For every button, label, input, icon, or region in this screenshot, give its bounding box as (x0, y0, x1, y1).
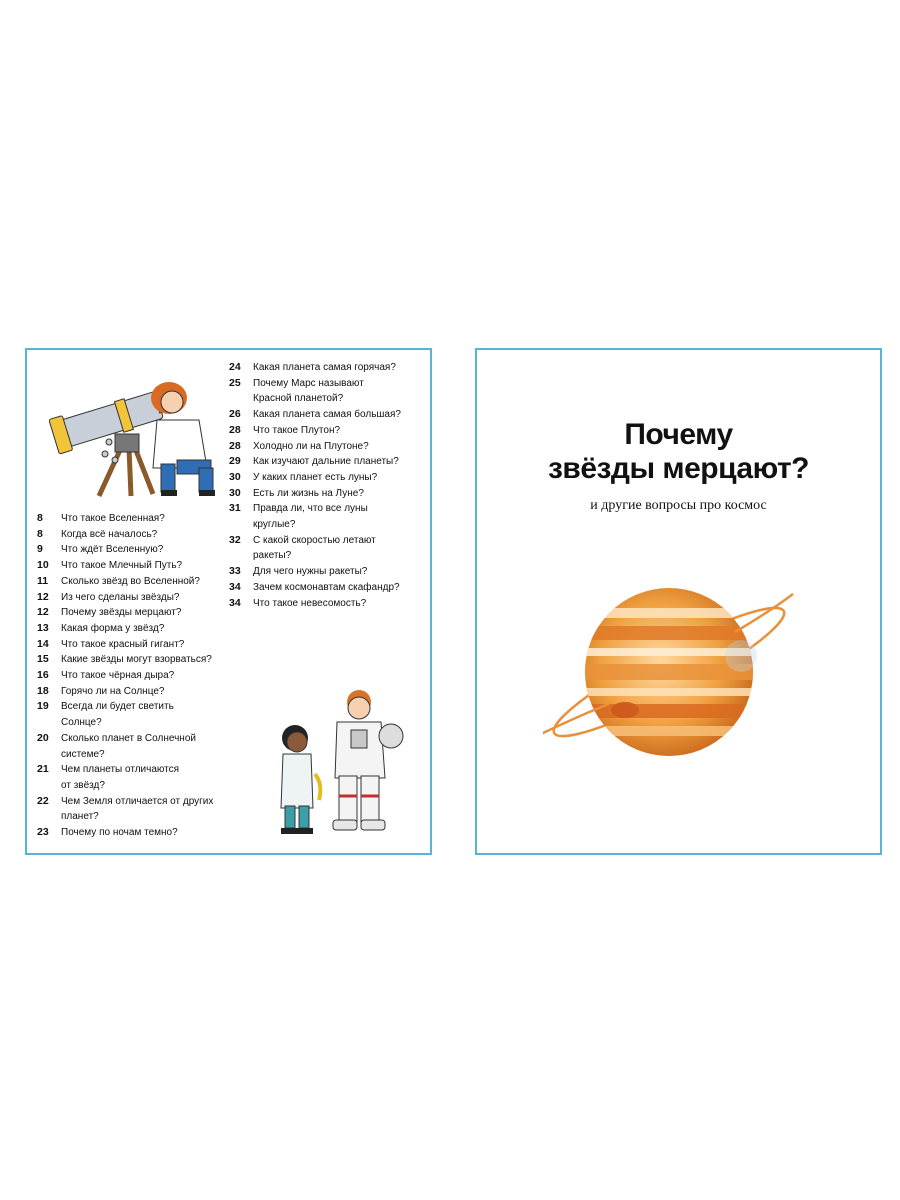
toc-page-number: 12 (37, 606, 49, 619)
toc-question: Всегда ли будет светить Солнце? (61, 701, 174, 729)
contents-column-1 (37, 511, 237, 841)
toc-entry[interactable] (37, 699, 237, 730)
toc-entry[interactable] (229, 376, 429, 407)
toc-entry[interactable] (37, 511, 237, 527)
toc-question: Из чего сделаны звёзды? (61, 591, 180, 603)
toc-entry[interactable] (229, 360, 429, 376)
toc-question: Правда ли, что все луны круглые? (253, 503, 368, 531)
toc-question: Есть ли жизнь на Луне? (253, 487, 364, 499)
book-title (477, 418, 880, 486)
toc-entry[interactable] (37, 637, 237, 653)
toc-page-number: 33 (229, 565, 241, 578)
toc-page-number: 18 (37, 684, 49, 697)
contents-column-2 (229, 360, 429, 611)
toc-question: Для чего нужны ракеты? (253, 566, 368, 578)
toc-question: Что такое Млечный Путь? (61, 560, 183, 572)
toc-entry[interactable] (37, 621, 237, 637)
toc-page-number: 12 (37, 590, 49, 603)
toc-page-number: 21 (37, 763, 49, 776)
contents-page (25, 348, 432, 855)
toc-question: Что такое чёрная дыра? (61, 670, 175, 682)
toc-entry[interactable] (229, 470, 429, 486)
toc-question: Зачем космонавтам скафандр? (253, 581, 400, 593)
toc-entry[interactable] (37, 731, 237, 762)
saturn-planet-illustration (543, 586, 803, 756)
toc-entry[interactable] (229, 580, 429, 596)
toc-entry[interactable] (37, 794, 237, 825)
toc-question: Какие звёзды могут взорваться? (61, 654, 212, 666)
toc-page-number: 34 (229, 596, 241, 609)
toc-question: Какая планета самая большая? (253, 409, 401, 421)
toc-question: С какой скоростью летают ракеты? (253, 534, 376, 562)
toc-question: Горячо ли на Солнце? (61, 685, 165, 697)
toc-question: Что такое красный гигант? (61, 638, 185, 650)
toc-page-number: 28 (229, 423, 241, 436)
toc-page-number: 13 (37, 621, 49, 634)
toc-entry[interactable] (37, 762, 237, 793)
book-subtitle: и другие вопросы про космос (590, 498, 767, 513)
toc-page-number: 31 (229, 502, 241, 515)
toc-page-number: 8 (37, 512, 43, 524)
toc-question: Что ждёт Вселенную? (61, 544, 164, 556)
toc-entry[interactable] (229, 501, 429, 532)
toc-entry[interactable] (37, 542, 237, 558)
toc-page-number: 22 (37, 794, 49, 807)
toc-question: Холодно ли на Плутоне? (253, 440, 369, 452)
toc-entry[interactable] (229, 486, 429, 502)
toc-page-number: 32 (229, 533, 241, 546)
toc-page-number: 20 (37, 731, 49, 744)
toc-entry[interactable] (229, 423, 429, 439)
toc-question: Какая форма у звёзд? (61, 622, 165, 634)
toc-page-number: 10 (37, 559, 49, 572)
toc-page-number: 16 (37, 669, 49, 682)
toc-entry[interactable] (229, 533, 429, 564)
cover-page (475, 348, 882, 855)
toc-entry[interactable] (37, 527, 237, 543)
toc-question: Сколько звёзд во Вселенной? (61, 575, 200, 587)
toc-page-number: 19 (37, 700, 49, 713)
toc-page-number: 29 (229, 455, 241, 468)
toc-page-number: 25 (229, 376, 241, 389)
toc-entry[interactable] (37, 825, 237, 841)
toc-question: Почему по ночам темно? (61, 827, 178, 839)
toc-question: Почему звёзды мерцают? (61, 607, 182, 619)
toc-question: Почему Марс называют Красной планетой? (253, 377, 364, 405)
toc-page-number: 30 (229, 486, 241, 499)
scientist-telescope-illustration (49, 368, 234, 498)
toc-entry[interactable] (37, 558, 237, 574)
toc-entry[interactable] (37, 684, 237, 700)
toc-question: Как изучают дальние планеты? (253, 456, 399, 468)
toc-page-number: 8 (37, 527, 43, 540)
book-title-line1: Почему (624, 418, 733, 451)
toc-page-number: 14 (37, 637, 49, 650)
toc-entry[interactable] (229, 596, 429, 612)
toc-page-number: 34 (229, 580, 241, 593)
toc-entry[interactable] (37, 668, 237, 684)
children-astronaut-illustration (263, 678, 423, 838)
toc-question: Что такое Плутон? (253, 424, 341, 436)
toc-question: Какая планета самая горячая? (253, 362, 396, 373)
toc-page-number: 9 (37, 543, 43, 556)
toc-entry[interactable] (37, 574, 237, 590)
book-title-line2: звёзды мерцают? (547, 452, 810, 485)
toc-page-number: 26 (229, 408, 241, 421)
toc-entry[interactable] (229, 564, 429, 580)
toc-entry[interactable] (37, 590, 237, 606)
toc-entry[interactable] (229, 439, 429, 455)
toc-page-number: 23 (37, 826, 49, 839)
toc-page-number: 28 (229, 439, 241, 452)
toc-entry[interactable] (37, 652, 237, 668)
toc-page-number: 11 (37, 574, 49, 587)
toc-question: У каких планет есть луны? (253, 471, 378, 483)
toc-entry[interactable] (229, 407, 429, 423)
toc-question: Чем Земля отличается от других планет? (61, 795, 214, 823)
toc-entry[interactable] (37, 605, 237, 621)
toc-question: Что такое невесомость? (253, 597, 367, 609)
toc-entry[interactable] (229, 454, 429, 470)
toc-question: Что такое Вселенная? (61, 513, 165, 524)
toc-question: Когда всё началось? (61, 528, 158, 540)
toc-page-number: 15 (37, 653, 49, 666)
toc-question: Сколько планет в Солнечной системе? (61, 732, 196, 760)
toc-question: Чем планеты отличаются от звёзд? (61, 764, 180, 791)
toc-page-number: 30 (229, 470, 241, 483)
toc-page-number: 24 (229, 361, 241, 373)
